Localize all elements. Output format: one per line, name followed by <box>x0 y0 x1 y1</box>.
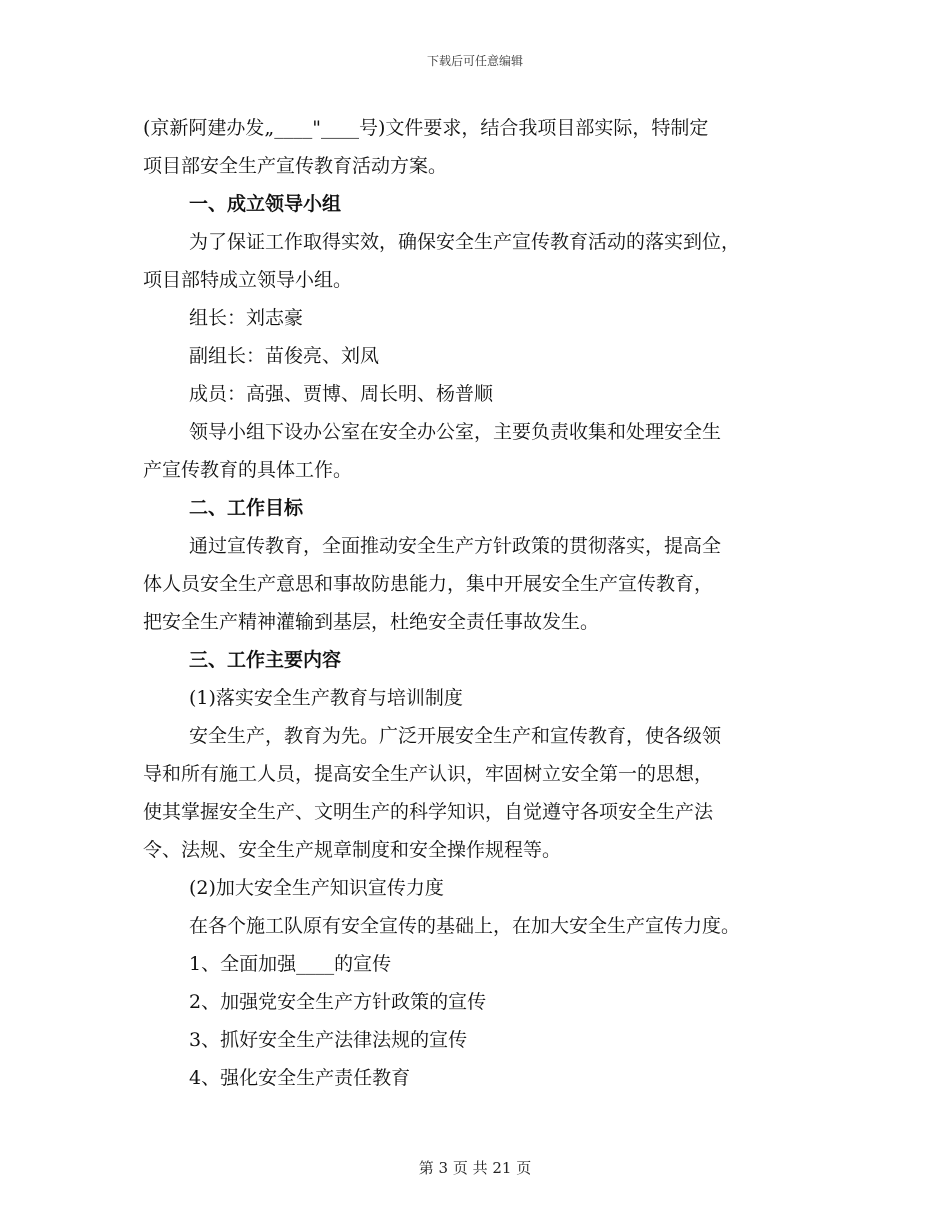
page-footer: 第 3 页 共 21 页 <box>418 1159 532 1177</box>
paragraph-line: 通过宣传教育，全面推动安全生产方针政策的贯彻落实，提高全 <box>189 535 722 557</box>
subsection-heading: (2)加大安全生产知识宣传力度 <box>189 877 444 899</box>
paragraph-line: 在各个施工队原有安全宣传的基础上，在加大安全生产宣传力度。 <box>189 915 741 937</box>
paragraph-line: 项目部特成立领导小组。 <box>143 269 353 291</box>
paragraph-line: 导和所有施工人员，提高安全生产认识，牢固树立安全第一的思想， <box>143 763 714 785</box>
paragraph-line: 为了保证工作取得实效，确保安全生产宣传教育活动的落实到位， <box>189 231 741 253</box>
paragraph-line: 安全生产，教育为先。广泛开展安全生产和宣传教育，使各级领 <box>189 725 722 747</box>
section-heading: 二、工作目标 <box>189 497 304 519</box>
subsection-heading: (1)落实安全生产教育与培训制度 <box>189 687 463 709</box>
list-item: 1、全面加强____的宣传 <box>189 953 392 975</box>
list-item: 3、抓好安全生产法律法规的宣传 <box>189 1029 468 1051</box>
paragraph-line: 产宣传教育的具体工作。 <box>143 459 353 481</box>
section-heading: 一、成立领导小组 <box>189 193 342 215</box>
paragraph-line: 项目部安全生产宣传教育活动方案。 <box>143 155 448 177</box>
list-item: 2、加强党安全生产方针政策的宣传 <box>189 991 487 1013</box>
paragraph-line: 把安全生产精神灌输到基层，杜绝安全责任事故发生。 <box>143 611 600 633</box>
paragraph-line: 使其掌握安全生产、文明生产的科学知识，自觉遵守各项安全生产法 <box>143 801 714 823</box>
leader-item: 组长：刘志豪 <box>189 307 304 329</box>
deputy-leader-item: 副组长：苗俊亮、刘凤 <box>189 345 380 367</box>
paragraph-line: 体人员安全生产意思和事故防患能力，集中开展安全生产宣传教育， <box>143 573 714 595</box>
paragraph-line: 令、法规、安全生产规章制度和安全操作规程等。 <box>143 839 562 861</box>
page-header: 下载后可任意编辑 <box>426 54 523 68</box>
members-item: 成员：高强、贾博、周长明、杨普顺 <box>189 383 494 405</box>
paragraph-line: 领导小组下设办公室在安全办公室，主要负责收集和处理安全生 <box>189 421 722 443</box>
paragraph-line: (京新阿建办发„____"____号)文件要求，结合我项目部实际，特制定 <box>143 117 709 139</box>
document-body <box>143 109 833 1097</box>
section-heading: 三、工作主要内容 <box>189 649 342 671</box>
list-item: 4、强化安全生产责任教育 <box>189 1067 411 1089</box>
